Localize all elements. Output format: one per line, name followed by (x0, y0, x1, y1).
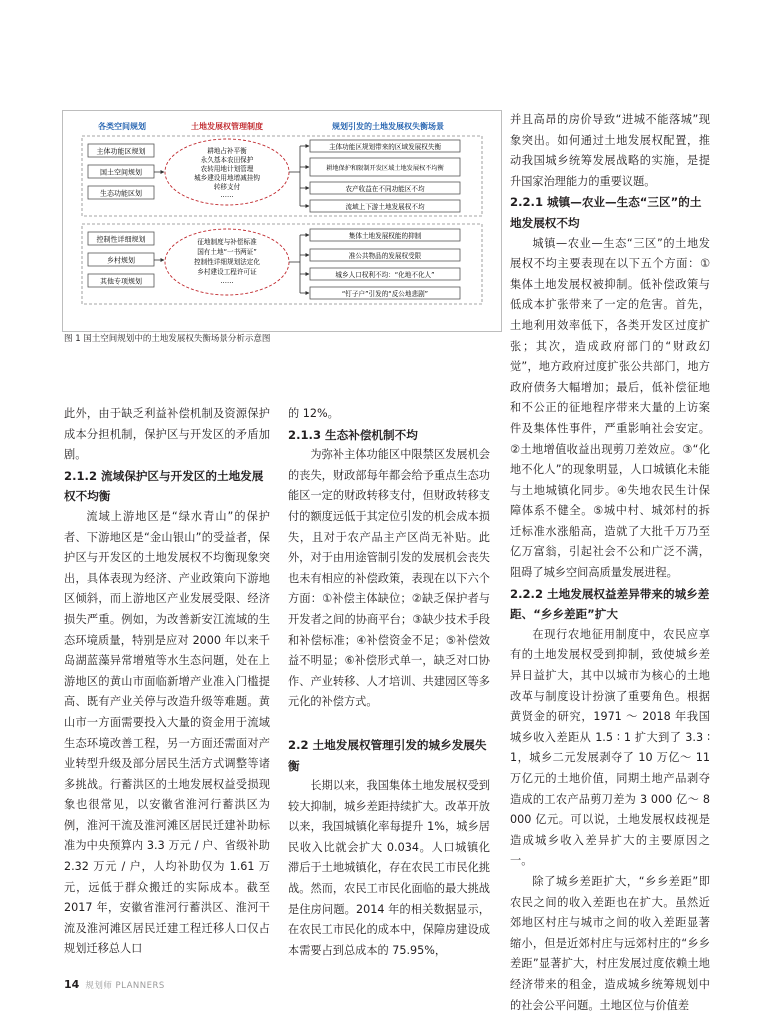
paragraph: 为弥补主体功能区中限禁区发展机会的丧失，财政部每年都会给予重点生态功能区一定的财政转移支付，但财政转移支付的额度远低于其定位引发的机会成本损失，且对于农产品主产区尚无补贴。此外，对于由用途管制引发的发展机会丧失也未有相应的补偿政策，表现在以下六个方面：①补偿主体缺位；②缺乏保护者与开发者之间的协商平台；③缺少技术手段和补偿标准；④补偿资金不足；⑤补偿效益不明显；⑥补偿形式单一，缺乏对口协作、产业转移、人才培训、共建园区等多元化的补偿方式。 (288, 448, 490, 709)
paragraph: 的 12%。 (288, 407, 339, 420)
page-number: 14 (64, 978, 80, 991)
system-item: 乡村建设工程许可证 (197, 268, 257, 276)
section-heading-2-2: 2.2 土地发展权管理引发的城乡发展失衡 (288, 737, 487, 773)
scenario-label: 城乡人口权利不均：“化地不化人” (335, 271, 435, 279)
paragraph: 在现行农地征用制度中，农民应享有的土地发展权受到抑制，致使城乡差异日益扩大，其中以城市为核心的土地改革与制度设计扮演了重要角色。根据黄贤金的研究，1971 ～ 2018 年我国城乡收入差距从 1.5 ∶ 1 扩大到了 3.3 ∶ 1，城乡二元发展剥夺了 10 万亿～ 11 万亿元的土地价值，同期土地产品剥夺造成的工农产品剪刀差为 3 000 亿～ 8 000 亿元。可以说，土地发展权歧视是造成城乡收入差异扩大的主要原因之一。 (510, 627, 710, 868)
figure-svg (62, 110, 502, 332)
plan-label: 主体功能区规划 (96, 147, 146, 156)
scenario-label: “钉子户”引发的“反公地悲剧” (341, 290, 429, 298)
text-column-2 (288, 404, 490, 961)
plan-label: 国土空间规划 (100, 168, 142, 177)
system-item: 耕地占补平衡 (207, 147, 247, 155)
scenario-label: 流域上下游土地发展权不均 (345, 203, 425, 211)
text-column-3 (510, 110, 710, 1016)
text-column-1 (64, 404, 270, 960)
page-footer (64, 978, 165, 992)
figure-caption: 图 1 国土空间规划中的土地发展权失衡场景分析示意图 (64, 334, 271, 344)
plan-label: 控制性详细规划 (96, 235, 146, 244)
header-plans: 各类空间规划 (98, 122, 146, 131)
paragraph: 城镇—农业—生态“三区”的土地发展权不均主要表现在以下五个方面：①集体土地发展权被抑制。低补偿政策与低成本扩张带来了一定的危害。首先，土地利用效率低下，各类开发区过度扩张；其次，造成政府部门的“财政幻觉”，地方政府过度扩张公共部门，地方政府债务大幅增加；最后，低补偿征地和不公正的征地程序带来大量的上访案件及集体性事件，严重影响社会安定。②土地增值收益出现剪刀差效应。③“化地不化人”的现象明显，人口城镇化未能与土地城镇化同步。④失地农民生计保障体系不健全。⑤城中村、城郊村的拆迁标准水涨船高，造就了大批千万乃至亿万富翁，引起社会不公和广泛不满，阻碍了城乡空间高质量发展进程。 (510, 236, 710, 580)
plan-label: 生态功能区划 (100, 189, 142, 198)
journal-name: 规划师 PLANNERS (85, 981, 165, 991)
scenario-label: 耕地保护和限制开发区域土地发展权不均衡 (326, 165, 444, 172)
paragraph: 并且高昂的房价导致“进城不能落城”现象突出。如何通过土地发展权配置，推动我国城乡统筹发展战略的实施，是提升国家治理能力的重要议题。 (510, 113, 710, 188)
scenario-label: 准公共物品的发展权受限 (348, 252, 422, 260)
section-heading-2-1-2: 2.1.2 流域保护区与开发区的土地发展权不均衡 (64, 468, 264, 504)
system-item: 转移支付 (213, 183, 241, 191)
system-item: 征地制度与补偿标准 (197, 238, 257, 246)
system-item: 永久基本农田保护 (200, 156, 254, 164)
system-item: 控制性详细规划法定化 (194, 258, 260, 266)
scenario-label: 主体功能区规划带来的区域发展权失衡 (328, 143, 442, 151)
scenario-label: 农产收益在不同功能区不均 (345, 185, 425, 193)
section-heading-2-2-2: 2.2.2 土地发展权益差异带来的城乡差距、“乡乡差距”扩大 (510, 586, 710, 622)
paragraph: 此外，由于缺乏利益补偿机制及资源保护成本分担机制，保护区与开发区的矛盾加剧。 (64, 407, 270, 462)
section-heading-2-2-1: 2.2.1 城镇—农业—生态“三区”的土地发展权不均 (510, 195, 702, 230)
system-item: …… (220, 277, 234, 285)
scenario-label: 集体土地发展权能的抑制 (348, 232, 422, 240)
system-item: 城乡建设用地增减挂钩 (194, 174, 260, 182)
header-scenarios: 规划引发的土地发展权失衡场景 (332, 122, 444, 131)
paragraph: 流域上游地区是“绿水青山”的保护者、下游地区是“金山银山”的受益者，保护区与开发区的土地发展权不均衡现象突出，具体表现为经济、产业政策向下游地区倾斜，而上游地区产业发展受限、经济损失严重。例如，为改善新安江流域的生态环境质量，特别是应对 2000 年以来千岛湖蓝藻异常增殖等水生态问题，处在上游地区的黄山市面临新增产业准入门槛提高、既有产业关停与改造升级等难题。黄山市一方面需要投入大量的资金用于流域生态环境改善工程，另一方面还需面对产业转型升级及部分居民生活方式调整等诸多挑战。行蓄洪区的土地发展权益受损现象也很常见，以安徽省淮河行蓄洪区为例，淮河干流及淮河滩区居民迁建补助标准为中央预算内 3.3 万元 / 户、省级补助 2.32 万元 / 户，人均补助仅为 1.61 万元，远低于群众搬迁的实际成本。截至 2017 年，安徽省淮河行蓄洪区、淮河干流及淮河滩区居民迁建工程迁移人口仅占规划迁移总人口 (64, 509, 270, 956)
plan-label: 其他专项规划 (100, 277, 142, 286)
system-item: 国有土地“一书两证” (197, 248, 257, 256)
system-item: 农转用地计划管理 (200, 165, 254, 173)
header-system: 土地发展权管理制度 (191, 122, 263, 131)
paragraph: 长期以来，我国集体土地发展权受到较大抑制，城乡差距持续扩大。改革开放以来，我国城镇化率每提升 1%，城乡居民收入比就会扩大 0.034。人口城镇化滞后于土地城镇化，存在农民工市民化挑战。然而，农民工市民化面临的最大挑战是住房问题。2014 年的相关数据显示，在农民工市民化的成本中，保障房建设成本需要占到总成本的 75.95%， (288, 779, 490, 957)
section-heading-2-1-3: 2.1.3 生态补偿机制不均 (288, 427, 418, 442)
figure-diagram (62, 110, 502, 350)
plan-label: 乡村规划 (107, 256, 135, 265)
paragraph: 除了城乡差距扩大，“乡乡差距”即农民之间的收入差距也在扩大。虽然近郊地区村庄与城市之间的收入差距显著缩小，但是近郊村庄与远郊村庄的“乡乡差距”显著扩大，村庄发展过度依赖土地经济带来的租金，造成城乡统筹规划中的社会公平问题。土地区位与价值差 (510, 874, 710, 1012)
system-item: …… (220, 191, 234, 199)
